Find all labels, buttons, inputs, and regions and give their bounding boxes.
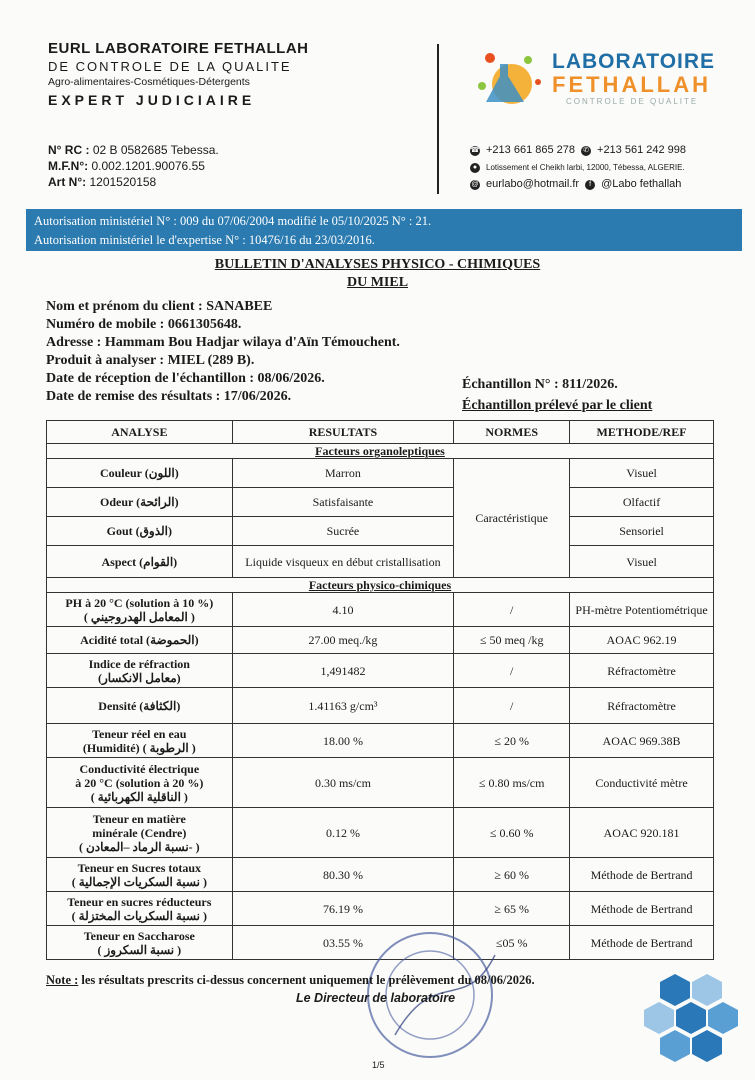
authorization-line-1: Autorisation ministériel N° : 009 du 07/06/2004 modifié le 05/10/2025 N° : 21. — [34, 214, 432, 228]
sampled-by: Échantillon prélevé par le client — [462, 398, 653, 413]
sample-info — [462, 374, 652, 416]
phone-1: +213 661 865 278 — [486, 144, 576, 156]
section-organoleptic: Facteurs organoleptiques — [47, 444, 714, 459]
note-text: les résultats prescrits ci-dessus concernent uniquement le prélèvement du 08/06/2026. — [78, 973, 535, 987]
logo-word1: LABORATOIRE — [552, 50, 716, 73]
phone-2: +213 561 242 998 — [597, 144, 687, 156]
contact-info — [470, 142, 686, 193]
client-mobile: Numéro de mobile : 0661305648. — [46, 317, 242, 332]
col-analyse: ANALYSE — [47, 421, 233, 444]
logo-tagline: CONTROLE DE QUALITE — [566, 97, 699, 106]
whatsapp-icon: ✆ — [581, 146, 591, 156]
art-value: 1201520158 — [89, 175, 157, 189]
registration-info: N° RC : 02 B 0582685 Tebessa. M.F.N°: 0.002.1201.90076.55 Art N°: 1201520158 — [48, 143, 219, 189]
page-number: 1/5 — [372, 1060, 385, 1070]
table-header-row — [47, 421, 714, 444]
email: eurlabo@hotmail.fr — [486, 178, 580, 190]
table-row: Couleur (اللون) Marron Caractéristique Visuel — [47, 459, 714, 488]
table-row: Indice de réfraction (معامل الانكسار) 1,491482 / Réfractomètre — [47, 654, 714, 688]
table-row: Teneur en Saccharose ( نسبة السكروز ) 03.55 % ≤05 % Méthode de Bertrand — [47, 926, 714, 960]
table-row: Gout (الذوق) Sucrée Sensoriel — [47, 517, 714, 546]
organo-norme: Caractéristique — [454, 459, 570, 578]
header-divider — [437, 44, 439, 194]
table-row: Densité (الكثافة) 1.41163 g/cm³ / Réfractomètre — [47, 688, 714, 724]
table-row: Teneur en matière minérale (Cendre) ( نسبة الرماد –المعادن- ) 0.12 % ≤ 0.60 % AOAC 920.181 — [47, 808, 714, 858]
table-row: Acidité total (الحموضة) 27.00 meq./kg ≤ 50 meq /kg AOAC 962.19 — [47, 627, 714, 654]
logo-word2: FETHALLAH — [552, 72, 711, 97]
client-address: Adresse : Hammam Bou Hadjar wilaya d'Aïn Témouchent. — [46, 335, 400, 350]
company-subtitle: DE CONTROLE DE LA QUALITE — [48, 59, 292, 74]
company-header — [48, 40, 428, 111]
bulletin-title: BULLETIN D'ANALYSES PHYSICO - CHIMIQUES — [214, 257, 541, 272]
table-row: Conductivité électrique à 20 °C (solution à 20 %) ( الناقلية الكهربائية ) 0.30 ms/cm ≤ 0.80 ms/cm Conductivité mètre — [47, 758, 714, 808]
section-physico: Facteurs physico-chimiques — [47, 578, 714, 593]
footer-note — [46, 973, 535, 988]
authorization-band — [26, 209, 742, 251]
authorization-line-2: Autorisation ministériel le d'expertise N° : 10476/16 du 23/03/2016. — [34, 233, 375, 247]
hexagon-decoration-icon — [630, 960, 740, 1070]
reception-date: Date de réception de l'échantillon : 08/06/2026. — [46, 371, 325, 386]
facebook-icon: f — [585, 180, 595, 190]
facebook: @Labo fethallah — [601, 178, 682, 190]
phone-icon: ☎ — [470, 146, 480, 154]
mf-value: 0.002.1201.90076.55 — [91, 159, 205, 173]
table-row: Odeur (الرائحة) Satisfaisante Olfactif — [47, 488, 714, 517]
company-name: EURL LABORATOIRE FETHALLAH — [48, 40, 309, 57]
bulletin-subtitle: DU MIEL — [346, 275, 409, 290]
company-expert: EXPERT JUDICIAIRE — [48, 92, 256, 108]
results-date: Date de remise des résultats : 17/06/2026. — [46, 389, 292, 404]
table-row: Teneur en Sucres totaux ( نسبة السكريات الإجمالية ) 80.30 % ≥ 60 % Méthode de Bertrand — [47, 858, 714, 892]
analysis-table — [46, 420, 714, 960]
client-name: Nom et prénom du client : SANABEE — [46, 299, 273, 314]
location-icon: ● — [470, 163, 480, 173]
company-sectors: Agro-alimentaires-Cosmétiques-Détergents — [48, 76, 250, 88]
note-label: Note : — [46, 973, 79, 987]
address: Lotissement el Cheikh larbi, 12000, Tébessa, ALGERIE. — [486, 163, 685, 172]
col-methode: METHODE/REF — [570, 421, 714, 444]
table-row: Teneur réel en eau (Humidité) ( الرطوبة ) 18.00 % ≤ 20 % AOAC 969.38B — [47, 724, 714, 758]
col-resultats: RESULTATS — [232, 421, 454, 444]
sample-number: Échantillon N° : 811/2026. — [462, 377, 618, 392]
table-row: Teneur en sucres réducteurs ( نسبة السكريات المختزلة ) 76.19 % ≥ 65 % Méthode de Bertrand — [47, 892, 714, 926]
table-row: Aspect (القوام) Liquide visqueux en début cristallisation Visuel — [47, 546, 714, 578]
table-row: PH à 20 °C (solution à 10 %) ( المعامل الهدروجيني ) 4.10 / PH-mètre Potentiométrique — [47, 593, 714, 627]
product: Produit à analyser : MIEL (289 B). — [46, 353, 255, 368]
col-normes: NORMES — [454, 421, 570, 444]
email-icon: @ — [471, 180, 479, 188]
rc-value: 02 B 0582685 Tebessa. — [92, 143, 219, 157]
director-label: Le Directeur de laboratoire — [296, 991, 456, 1005]
client-info — [46, 298, 400, 406]
